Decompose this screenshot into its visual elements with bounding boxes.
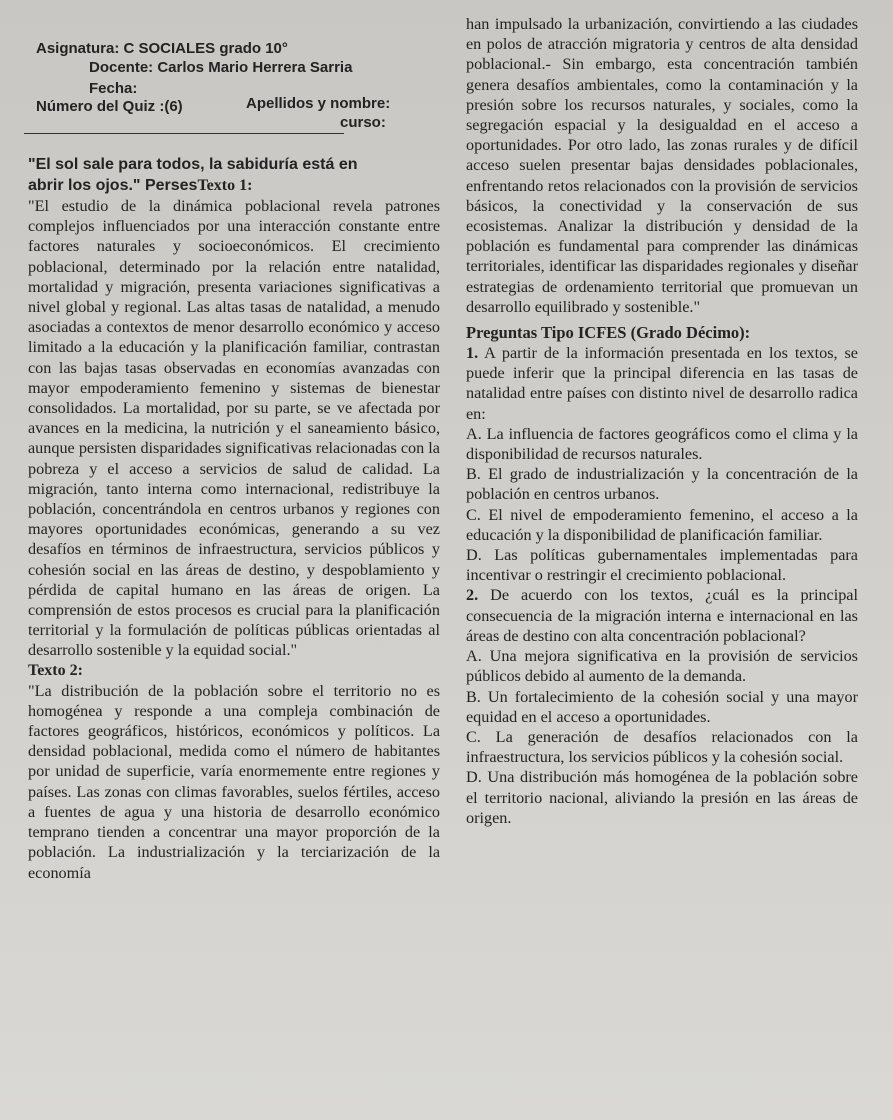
subject-line: Asignatura: C SOCIALES grado 10°: [36, 40, 288, 57]
names-label: Apellidos y nombre:: [246, 95, 391, 112]
question-2-option-b[interactable]: B. Un fortalecimiento de la cohesión social y una mayor equidad en el acceso a oportunidades.: [466, 687, 858, 726]
question-1-number: 1.: [466, 344, 479, 363]
question-1-option-c[interactable]: C. El nivel de empoderamiento femenino, el acceso a la educación y la disponibilidad de planificación familiar.: [466, 505, 858, 544]
question-1-option-b[interactable]: B. El grado de industrialización y la concentración de la población en centros urbanos.: [466, 465, 858, 504]
question-1-option-a[interactable]: A. La influencia de factores geográficos como el clima y la disponibilidad de recursos naturales.: [466, 424, 858, 464]
question-1: [466, 343, 858, 424]
motto-line-2-text: abrir los ojos." Perses: [28, 177, 198, 194]
texto1-body: "El estudio de la dinámica poblacional revela patrones complejos influenciados por una interacción constante entre factores naturales y socioeconómicos. El crecimiento poblacional, determinado por la relación entre natalidad, mortalidad y migración, presenta variaciones significativas a nivel global y regional. Las altas tasas de natalidad, a menudo asociadas a contextos de menor desarrollo económico y acceso limitado a la educación y la planificación familiar, contrastan con las bajas tasas observadas en economías avanzadas con mayor empoderamiento femenino y sistemas de bienestar consolidados. La mortalidad, por su parte, se ve afectada por avances en la medicina, la nutrición y el saneamiento básico, aunque persisten disparidades significativas relacionadas con la pobreza y el acceso a servicios de salud de calidad. La migración, tanto interna como internacional, redistribuye la población, concentrándola en centros urbanos y regiones con mayores oportunidades económicas, generando a su vez desafíos en términos de infraestructura, servicios públicos y cohesión social en las áreas de destino, y despoblamiento y pérdida de capital humano en las áreas de origen. La comprensión de estos procesos es crucial para la planificación territorial y la formulación de políticas públicas orientadas al desarrollo sostenible y la equidad social.": [28, 197, 440, 660]
question-2-option-d[interactable]: D. Una distribución más homogénea de la población sobre el territorio nacional, aliviando la presión en las áreas de origen.: [466, 768, 858, 827]
questions-title: Preguntas Tipo ICFES (Grado Décimo):: [466, 323, 751, 343]
texto2-label: Texto 2:: [28, 661, 83, 679]
question-2-text: De acuerdo con los textos, ¿cuál es la principal consecuencia de la migración interna e internacional en las áreas de destino con alta concentración poblacional?: [466, 586, 858, 645]
texto2-body-left: "La distribución de la población sobre el territorio no es homogénea y responde a una compleja combinación de factores geográficos, históricos, económicos y políticos. La densidad poblacional, medida como el número de habitantes por unidad de superficie, varía enormemente entre regiones y países. Las zonas con climas favorables, suelos fértiles, acceso a fuentes de agua y una historia de desarrollo económico temprano tienden a concentrar una mayor proporción de la población. La industrialización y la terciarización de la economía: [28, 681, 440, 882]
quiz-number: Número del Quiz :(6): [36, 98, 183, 115]
question-2-number: 2.: [466, 586, 479, 605]
motto: [28, 154, 448, 196]
teacher-line: Docente: Carlos Mario Herrera Sarria: [89, 59, 353, 76]
question-1-text: A partir de la información presentada en los textos, se puede inferir que la principal diferencia en las tasas de natalidad entre países con distinto nivel de desarrollo radica en:: [466, 344, 858, 423]
date-label: Fecha:: [89, 80, 138, 97]
header-divider: [24, 133, 344, 134]
question-2: [466, 585, 858, 646]
right-column: [466, 14, 858, 828]
motto-line-2: [28, 175, 448, 196]
left-column: [28, 196, 440, 883]
question-1-option-d[interactable]: D. Las políticas gubernamentales implementadas para incentivar o restringir el crecimiento poblacional.: [466, 546, 858, 585]
texto2-body-right: han impulsado la urbanización, convirtiendo a las ciudades en polos de atracción migratoria y centros de alta densidad poblacional.- Sin embargo, esta concentración también genera desafíos ambientales, como la contaminación y la presión sobre los recursos naturales, y sociales, como la segregación espacial y la desigualdad en el acceso a oportunidades. Por otro lado, las zonas rurales y de difícil acceso suelen presentar bajas densidades poblacionales, enfrentando retos relacionados con la provisión de servicios básicos, la conectividad y la conservación de sus ecosistemas. Analizar la distribución y densidad de la población es fundamental para comprender las dinámicas territoriales, identificar las disparidades regionales y diseñar estrategias de ordenamiento territorial que promuevan un desarrollo equilibrado y sostenible.": [466, 15, 858, 316]
course-label: curso:: [340, 114, 386, 131]
texto1-label: Texto 1:: [197, 177, 253, 194]
question-2-option-c[interactable]: C. La generación de desafíos relacionados con la infraestructura, los servicios públicos y la cohesión social.: [466, 727, 858, 767]
question-2-option-a[interactable]: A. Una mejora significativa en la provisión de servicios públicos debido al aumento de la demanda.: [466, 647, 858, 686]
motto-line-1: "El sol sale para todos, la sabiduría está en: [28, 156, 358, 173]
